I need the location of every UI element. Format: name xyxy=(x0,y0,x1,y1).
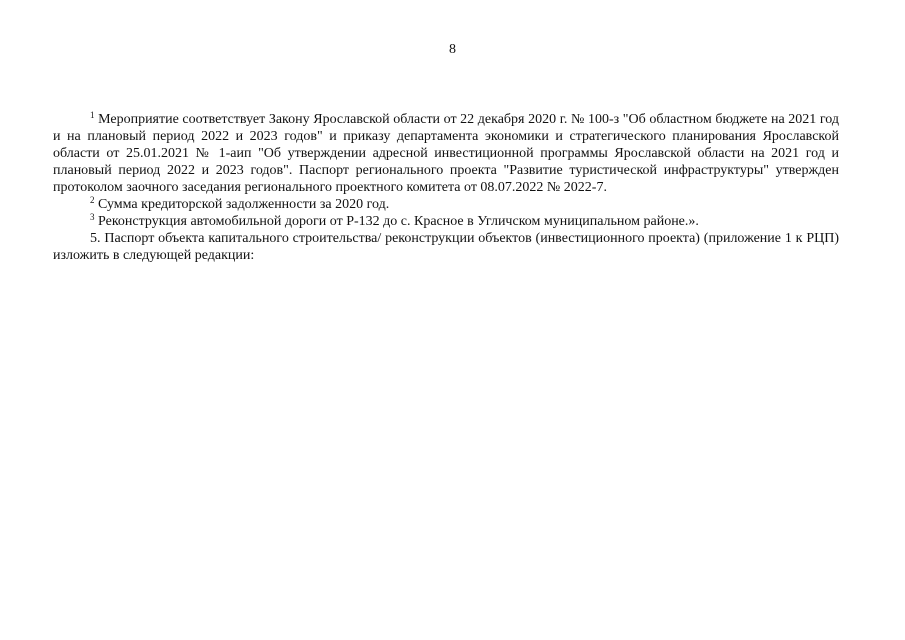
footnote-text: Мероприятие соответствует Закону Ярославской области от 22 декабря 2020 г. № 100-з "Об областном бюджете на 2021 год и на плановый период 2022 и 2023 годов" и приказу департамента экономики и стратегического планирования Ярославской области от 25.01.2021 № 1-аип "Об утверждении адресной инвестиционной программы Ярославской области на 2021 год и плановый период 2022 и 2023 годов". Паспорт регионального проекта "Развитие туристической инфраструктуры" утвержден протоколом заочного заседания регионального проектного комитета от 08.07.2022 № 2022-7. xyxy=(53,112,839,195)
footnote-text: Реконструкция автомобильной дороги от Р-132 до с. Красное в Угличском муниципальном районе.». xyxy=(94,214,699,229)
footnote-mark: 1 xyxy=(90,110,95,120)
document-body xyxy=(53,111,839,264)
footnote-mark: 3 xyxy=(90,212,95,222)
footnote-1 xyxy=(53,111,839,196)
paragraph-5: 5. Паспорт объекта капитального строительства/ реконструкции объектов (инвестиционного проекта) (приложение 1 к РЦП) изложить в следующей редакции: xyxy=(53,231,839,263)
page-number: 8 xyxy=(449,42,456,57)
footnote-3 xyxy=(53,213,839,230)
footnote-text: Сумма кредиторской задолженности за 2020 год. xyxy=(94,197,390,212)
footnote-2 xyxy=(53,196,839,213)
footnote-mark: 2 xyxy=(90,195,95,205)
